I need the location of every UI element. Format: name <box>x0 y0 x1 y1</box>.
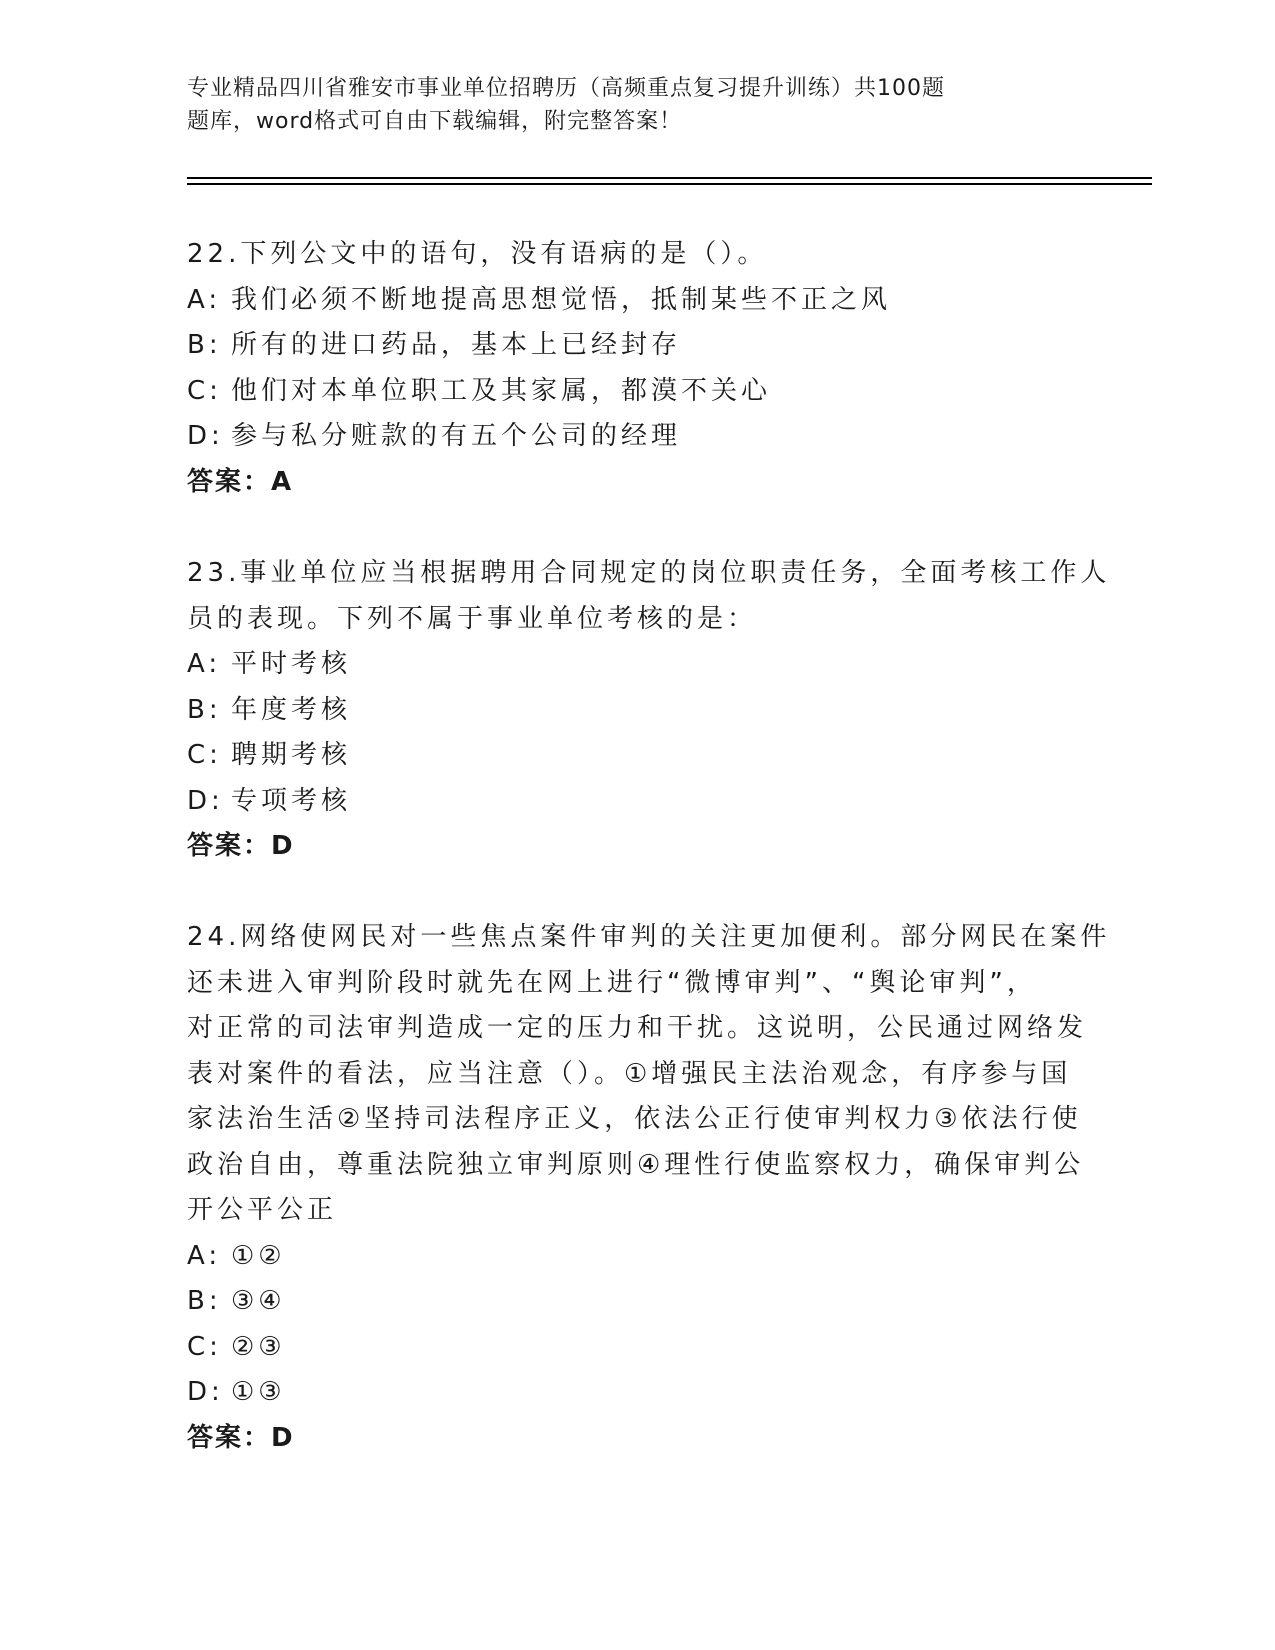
question-block <box>187 551 1111 870</box>
option-letter: C: <box>187 1331 222 1362</box>
option-text: ②③ <box>231 1331 286 1362</box>
option-b <box>187 323 1067 369</box>
option-c <box>187 733 1067 779</box>
option-letter: C: <box>187 740 222 770</box>
stem-line: 22.下列公文中的语句，没有语病的是（）。 <box>187 239 768 269</box>
document-header <box>187 72 1017 138</box>
option-text: 聘期考核 <box>231 740 352 770</box>
option-a <box>187 642 1067 688</box>
option-text: 平时考核 <box>231 649 352 679</box>
option-c <box>187 369 1067 415</box>
option-letter: B: <box>187 694 222 725</box>
option-letter: A: <box>187 649 222 679</box>
question-stem <box>187 915 1111 1234</box>
stem-line: 还未进入审判阶段时就先在网上进行“微博审判”、“舆论审判”， <box>187 967 1037 998</box>
option-letter: B: <box>187 1286 222 1316</box>
option-letter: A: <box>187 284 222 315</box>
option-d <box>187 779 1067 825</box>
option-text: 所有的进口药品，基本上已经封存 <box>231 330 682 360</box>
stem-line: 政治自由，尊重法院独立审判原则④理性行使监察权力，确保审判公 <box>187 1149 1085 1180</box>
option-text: 他们对本单位职工及其家属，都漠不关心 <box>231 375 772 406</box>
stem-line: 家法治生活②坚持司法程序正义，依法公正行使审判权力③依法行使 <box>187 1104 1082 1134</box>
option-letter: A: <box>187 1240 222 1271</box>
option-b <box>187 1279 1067 1325</box>
option-text: 年度考核 <box>231 694 352 725</box>
header-divider <box>187 177 1152 179</box>
header-line: 题库，word格式可自由下载编辑，附完整答案！ <box>187 109 683 134</box>
stem-line: 表对案件的看法，应当注意（）。①增强民主法治观念，有序参与国 <box>187 1058 1072 1089</box>
header-line: 专业精品四川省雅安市事业单位招聘历（高频重点复习提升训练）共100题 <box>187 76 945 101</box>
option-text: ①② <box>231 1240 286 1271</box>
option-letter: D: <box>187 421 224 451</box>
option-text: ③④ <box>231 1286 286 1316</box>
stem-line: 开公平公正 <box>187 1195 338 1225</box>
option-text: ①③ <box>231 1377 286 1407</box>
stem-line: 员的表现。下列不属于事业单位考核的是： <box>187 603 758 634</box>
option-letter: D: <box>187 785 224 816</box>
option-c <box>187 1325 1067 1371</box>
option-a <box>187 278 1067 324</box>
stem-line: 23.事业单位应当根据聘用合同规定的岗位职责任务，全面考核工作人 <box>187 558 1111 588</box>
option-d <box>187 1370 1067 1416</box>
stem-line: 24.网络使网民对一些焦点案件审判的关注更加便利。部分网民在案件 <box>187 922 1111 952</box>
answer-line: 答案：D <box>187 831 295 861</box>
question-stem <box>187 551 1111 642</box>
option-letter: D: <box>187 1377 224 1407</box>
option-b <box>187 688 1067 734</box>
header-divider <box>187 183 1152 185</box>
option-text: 专项考核 <box>231 785 352 816</box>
option-d <box>187 414 1067 460</box>
option-text: 我们必须不断地提高思想觉悟，抵制某些不正之风 <box>231 284 892 315</box>
answer-line: 答案：A <box>187 466 294 497</box>
option-text: 参与私分赃款的有五个公司的经理 <box>231 421 682 451</box>
option-letter: B: <box>187 330 222 360</box>
answer-line: 答案：D <box>187 1422 295 1453</box>
stem-line: 对正常的司法审判造成一定的压力和干扰。这说明，公民通过网络发 <box>187 1013 1088 1043</box>
option-a <box>187 1234 1067 1280</box>
question-block <box>187 915 1111 1461</box>
question-block <box>187 232 1067 505</box>
question-stem <box>187 232 1067 278</box>
option-letter: C: <box>187 375 222 406</box>
